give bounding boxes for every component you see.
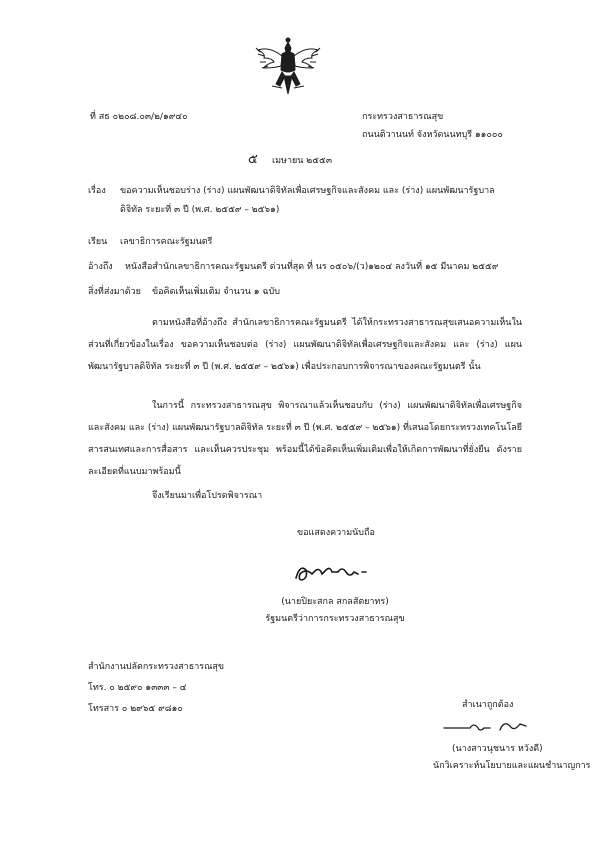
subject-line-2: ดิจิทัล ระยะที่ ๓ ปี (พ.ศ. ๒๕๕๙ – ๒๕๖๑) [120,205,280,215]
recipient-text: เลขาธิการคณะรัฐมนตรี [120,237,213,247]
garuda-emblem-icon [252,36,324,100]
subject-label: เรื่อง [88,186,106,196]
recipient-label: เรียน [88,237,108,247]
date-month-year: เมษายน ๒๕๕๓ [272,156,332,166]
signature-image [292,560,370,586]
signer-name: (นายปิยะสกล สกลสัตยาทร) [281,597,389,607]
body-paragraph-2: ในการนี้ กระทรวงสาธารณสุข พิจารณาแล้วเห็นชอบกับ (ร่าง) แผนพัฒนาดิจิทัลเพื่อเศรษฐกิจและสังคม และ (ร่าง) แผนพัฒนารัฐบาลดิจิทัล ระยะที่ ๓ ปี (พ.ศ. ๒๕๕๙ – ๒๕๖๑) ที่เสนอโดยกระทรวงเทคโนโลยีสารสนเทศและการสื่อสาร และเห็นควรประชุม พร้อมนี้ได้ข้อคิดเห็นเพิ่มเติมเพื่อให้เกิดการพัฒนาที่ยั่งยืน ดังรายละเอียดที่แนบมาพร้อมนี้ [88,401,522,477]
signer-title: รัฐมนตรีว่าการกระทรวงสาธารณสุข [265,614,405,624]
reference-number: ที่ สธ ๐๒๐๘.๐๓/๒/๑๙๔๐ [90,112,188,122]
closing-salutation: ขอแสดงความนับถือ [297,528,375,538]
date-day: ๕ [248,152,258,167]
body-paragraph-1: ตามหนังสือที่อ้างถึง สำนักเลขาธิการคณะรัฐมนตรี ได้ให้กระทรวงสาธารณสุขเสนอความเห็นในส่วนที่เกี่ยวข้องในเรื่อง ขอความเห็นชอบต่อ (ร่าง) แผนพัฒนาดิจิทัลเพื่อเศรษฐกิจและสังคม และ (ร่าง) แผนพัฒนารัฐบาลดิจิทัล ระยะที่ ๓ ปี (พ.ศ. ๒๕๕๙ – ๒๕๖๑) เพื่อประกอบการพิจารณาของคณะรัฐมนตรี นั้น [88,318,522,372]
footer-fax: โทรสาร ๐ ๒๙๖๕ ๙๘๑๐ [88,704,183,714]
ministry-address: ถนนติวานนท์ จังหวัดนนทบุรี ๑๑๐๐๐ [362,130,503,140]
certifier-signature-image [440,716,530,738]
enclosure-label: สิ่งที่ส่งมาด้วย [88,287,141,297]
closing-request: จึงเรียนมาเพื่อโปรดพิจารณา [152,491,263,501]
reference-text: หนังสือสำนักเลขาธิการคณะรัฐมนตรี ด่วนที่สุด ที่ นร ๐๕๐๖/(ว)๑๒๐๔ ลงวันที่ ๑๕ มีนาคม ๒๕๕๙ [125,262,499,272]
certifier-name: (นางสาวนุชนาร หวังดี) [452,744,543,754]
ministry-name: กระทรวงสาธารณสุข [362,112,444,122]
enclosure-text: ข้อคิดเห็นเพิ่มเติม จำนวน ๑ ฉบับ [152,287,280,297]
certified-label: สำเนาถูกต้อง [462,700,514,710]
footer-phone: โทร. ๐ ๒๕๙๐ ๑๓๓๓ – ๔ [88,683,187,693]
certifier-title: นักวิเคราะห์นโยบายและแผนชำนาญการ [433,761,591,771]
subject-line-1: ขอความเห็นชอบร่าง (ร่าง) แผนพัฒนาดิจิทัลเพื่อเศรษฐกิจและสังคม และ (ร่าง) แผนพัฒนารัฐบาล [120,186,495,196]
reference-label: อ้างถึง [88,262,113,272]
footer-office: สำนักงานปลัดกระทรวงสาธารณสุข [88,662,225,672]
